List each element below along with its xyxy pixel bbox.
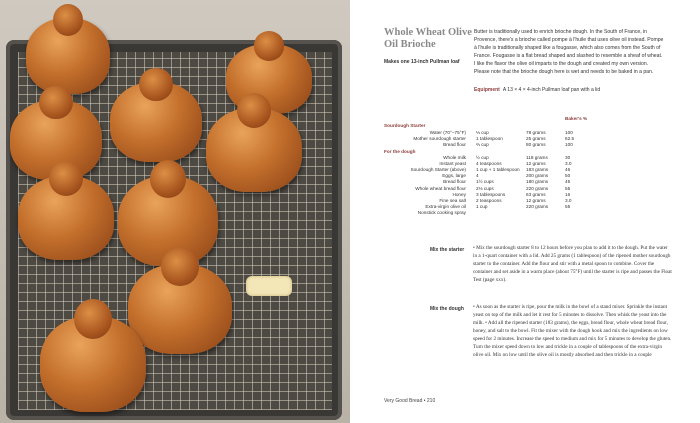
ingredient-name: Water (70°–75°F) [429, 129, 466, 135]
ingredient-name: Honey [452, 191, 466, 197]
ingredient-bakers-percent: 50 [565, 173, 571, 179]
brioche-bun [26, 18, 110, 94]
ingredient-volume: 1 cup + 1 tablespoon [476, 167, 520, 173]
ingredient-volume: 4 [476, 173, 479, 179]
ingredient-bakers-percent: 100 [565, 129, 573, 135]
step-label: Mix the starter [430, 247, 465, 253]
ingredient-volume: 4 teaspoons [476, 161, 502, 167]
ingredient-volume: 3 tablespoons [476, 191, 506, 197]
ingredient-volume: 2⅓ cups [476, 185, 494, 191]
page-footer: Very Good Bread • 210 [384, 398, 436, 404]
ingredient-name: Sourdough Starter (above) [410, 167, 466, 173]
ingredient-bakers-percent: 16 [565, 191, 571, 197]
step-text: • As soon as the starter is ripe, pour the milk in the bowl of a stand mixer. Sprinkle the instant yeast on top of the milk and let it rest for 5 minutes to dissolve. Then whisk the yeast into the milk. • Add all the ripened starter (183 grams), the eggs, bread flour, whole wheat bread flour, honey, and salt to the bowl. Fit the mixer with the dough hook and mix the ingredients on low speed for 2 minutes. Increase the speed to medium and mix for 5 minutes to develop the gluten. Turn the mixer speed down to low and trickle in a couple of tablespoons of the extra-virgin olive oil. Mix on low until the olive oil is mostly absorbed and then trickle in a couple [473, 304, 672, 358]
ingredient-volume: 1 tablespoon [476, 135, 503, 141]
ingredient-bakers-percent: 55 [565, 185, 571, 191]
ingredient-name: Extra-virgin olive oil [425, 203, 466, 209]
ingredient-volume: ⅓ cup [476, 129, 489, 135]
brioche-bun [110, 82, 202, 162]
ingredient-bakers-percent: 62.5 [565, 135, 575, 141]
ingredient-name: Instant yeast [439, 161, 466, 167]
bakers-percent-header: Baker's % [565, 116, 588, 121]
ingredient-grams: 25 grams [526, 135, 546, 141]
brioche-bun [40, 316, 146, 412]
butter-pat [246, 276, 292, 296]
ingredient-grams: 183 grams [526, 167, 549, 173]
ingredient-volume: 2 teaspoons [476, 197, 502, 203]
ingredient-name: Whole milk [443, 155, 466, 161]
ingredient-grams: 63 grams [526, 191, 546, 197]
step-label: Mix the dough [430, 306, 464, 312]
ingredient-section-title: Sourdough Starter [384, 123, 426, 128]
step-text: • Mix the sourdough starter 8 to 12 hours before you plan to add it to the dough. Put the water in a 1-quart container with a lid. Add 25 grams (1 tablespoon) of the ripened mother sourdough starter to the container. Add the flour and stir with a metal spoon to combine. Cover the container and set aside in a warm place (about 75°F) until the starter is ripe and passes the Float Test (page xxx). [473, 245, 672, 283]
ingredient-grams: 12 grams [526, 197, 546, 203]
ingredient-bakers-percent: 45 [565, 179, 571, 185]
ingredient-name: Bread flour [443, 179, 466, 185]
ingredient-volume: ⅔ cup [476, 141, 489, 147]
recipe-intro: Butter is traditionally used to enrich brioche dough. In the South of France, in Provence, there's a brioche called pompe à l'huile that uses olive oil instead. Pompe à l'huile is traditionally shaped like a fougasse, which also comes from the South of France. Fougasse is a flat bread shaped and slashed to resemble a sheaf of wheat. I like the flavor the olive oil imparts to the dough and created my own version. Please note that the brioche dough here is wet and needs to be baked in a pan. [474, 29, 664, 75]
ingredient-grams: 220 grams [526, 185, 549, 191]
ingredient-volume: 1 cup [476, 203, 488, 209]
ingredient-grams: 80 grams [526, 141, 546, 147]
ingredient-bakers-percent: 3.0 [565, 161, 572, 167]
ingredient-grams: 78 grams [526, 129, 546, 135]
ingredient-name: Mother sourdough starter [413, 135, 466, 141]
ingredient-bakers-percent: 100 [565, 141, 573, 147]
ingredient-grams: 220 grams [526, 203, 549, 209]
ingredient-bakers-percent: 55 [565, 203, 571, 209]
ingredient-name: Eggs, large [442, 173, 466, 179]
ingredient-grams: 118 grams [526, 155, 548, 161]
ingredient-name: Whole wheat bread flour [415, 185, 466, 191]
recipe-page [350, 0, 700, 423]
ingredient-name: Nonstick cooking spray [417, 209, 466, 215]
recipe-yield: Makes one 13-inch Pullman loaf [384, 59, 460, 65]
ingredient-grams: 180 grams [526, 179, 549, 185]
ingredient-grams: 200 grams [526, 173, 549, 179]
brioche-bun [128, 264, 232, 354]
equipment-label: Equipment [474, 87, 500, 93]
ingredient-name: Bread flour [443, 141, 466, 147]
ingredient-volume: ½ cup [476, 155, 489, 161]
ingredient-volume: 1½ cups [476, 179, 494, 185]
equipment-line [474, 87, 600, 93]
brioche-bun [18, 176, 114, 260]
ingredient-bakers-percent: 3.0 [565, 197, 572, 203]
ingredient-grams: 12 grams [526, 161, 546, 167]
ingredient-bakers-percent: 30 [565, 155, 571, 161]
ingredient-name: Fine sea salt [439, 197, 466, 203]
recipe-title: Whole Wheat Olive Oil Brioche [384, 27, 472, 50]
ingredient-bakers-percent: 46 [565, 167, 571, 173]
equipment-text: A 13 × 4 × 4-inch Pullman loaf pan with a lid [502, 87, 601, 93]
ingredient-section-title: For the dough [384, 148, 416, 154]
brioche-bun [206, 108, 302, 192]
